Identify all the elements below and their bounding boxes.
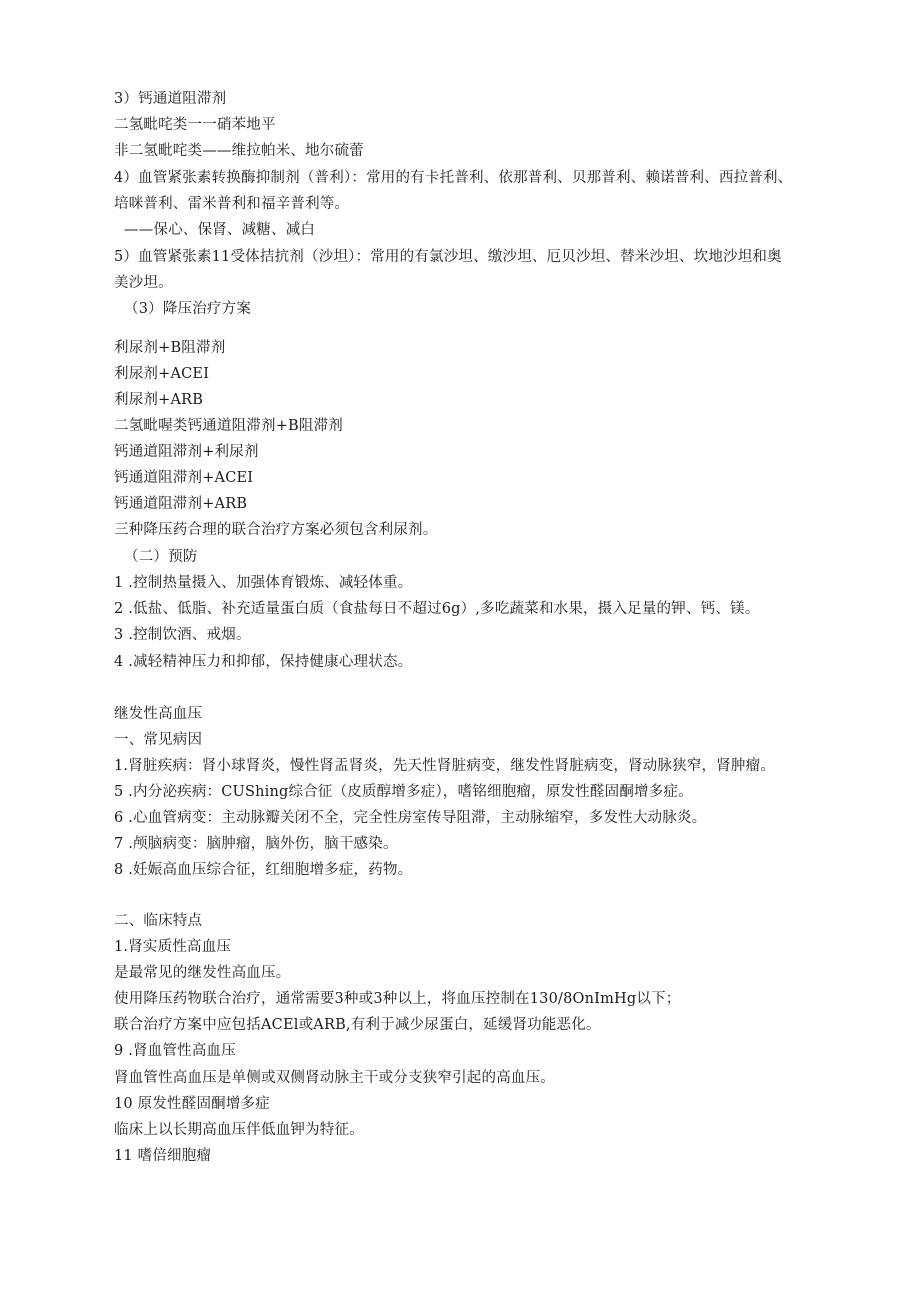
list-item: 5 .内分泌疾病：CUShing综合征（皮质醇增多症），嗜铭细胞瘤，原发性醛固酮增多症。 xyxy=(114,784,693,800)
text-line: 二氢毗咤类一一硝苯地平 xyxy=(114,117,276,133)
list-item: 7 .颅脑病变：脑肿瘤，脑外伤，脑干感染。 xyxy=(114,836,398,852)
page-title: 继发性高血压 xyxy=(114,706,203,722)
list-item: 3 .控制饮酒、戒烟。 xyxy=(114,627,251,643)
text-line: 利尿剂+B阻滞剂 xyxy=(114,340,226,356)
subsection-heading: 11 嗜倍细胞瘤 xyxy=(114,1148,212,1164)
text-line: 培咪普利、雷米普利和福辛普利等。 xyxy=(114,196,350,212)
text-line: 4）血管紧张素转换酶抑制剂（普利）：常用的有卡托普利、依那普利、贝那普利、赖诺普利、西拉普利、 xyxy=(114,170,793,186)
section-heading: （二）预防 xyxy=(124,549,198,565)
subsection-heading: 10 原发性醛固酮增多症 xyxy=(114,1096,270,1112)
text-line: 临床上以长期高血压伴低血钾为特征。 xyxy=(114,1122,364,1138)
text-line: 是最常见的继发性高血压。 xyxy=(114,965,291,981)
section-heading: 一、常见病因 xyxy=(114,732,203,748)
subsection-heading: 9 .肾血管性高血压 xyxy=(114,1043,236,1059)
section-heading: 二、临床特点 xyxy=(114,913,203,929)
text-line: 非二氢毗咤类——维拉帕米、地尔硫蕾 xyxy=(114,143,364,159)
text-line: 利尿剂+ARB xyxy=(114,392,204,408)
text-line: 3）钙通道阻滞剂 xyxy=(114,91,227,107)
text-line: 美沙坦。 xyxy=(114,275,173,291)
list-item: 8 .妊娠高血压综合征，红细胞增多症，药物。 xyxy=(114,862,413,878)
text-line: 钙通道阻滞剂+ACEI xyxy=(114,470,254,486)
text-line: 钙通道阻滞剂+ARB xyxy=(114,496,248,512)
section-heading: （3）降压治疗方案 xyxy=(124,301,252,317)
text-line: ——保心、保肾、减糖、减白 xyxy=(124,222,316,238)
list-item: 6 .心血管病变：主动脉瓣关闭不全，完全性房室传导阻滞，主动脉缩窄，多发性大动脉炎。 xyxy=(114,810,707,826)
text-line: 使用降压药物联合治疗，通常需要3种或3种以上，将血压控制在130/8OnImHg以下； xyxy=(114,991,681,1007)
subsection-heading: 1.肾实质性高血压 xyxy=(114,939,232,955)
list-item: 1.肾脏疾病：肾小球肾炎，慢性肾盂肾炎，先天性肾脏病变，继发性肾脏病变，肾动脉狭窄，肾肿瘤。 xyxy=(114,758,776,774)
text-line: 肾血管性高血压是单侧或双侧肾动脉主干或分支狭窄引起的高血压。 xyxy=(114,1070,555,1086)
text-line: 钙通道阻滞剂+利尿剂 xyxy=(114,444,259,460)
text-line: 联合治疗方案中应包括ACEl或ARB,有利于减少尿蛋白，延缓肾功能恶化。 xyxy=(114,1017,601,1033)
text-line: 利尿剂+ACEI xyxy=(114,366,210,382)
text-line: 5）血管紧张素11受体拮抗剂（沙坦）：常用的有氯沙坦、缴沙坦、厄贝沙坦、替米沙坦、坎地沙坦和奥 xyxy=(114,249,782,265)
list-item: 1 .控制热量摄入、加强体育锻炼、减轻体重。 xyxy=(114,575,413,591)
text-line: 二氢毗喔类钙通道阻滞剂+B阻滞剂 xyxy=(114,418,344,434)
list-item: 2 .低盐、低脂、补充适量蛋白质（食盐每日不超过6g）,多吃蔬菜和水果，摄入足量的钾、钙、镁。 xyxy=(114,601,760,617)
text-line: 三种降压药合理的联合治疗方案必须包含利尿剂。 xyxy=(114,522,438,538)
list-item: 4 .减轻精神压力和抑郁，保持健康心理状态。 xyxy=(114,654,413,670)
